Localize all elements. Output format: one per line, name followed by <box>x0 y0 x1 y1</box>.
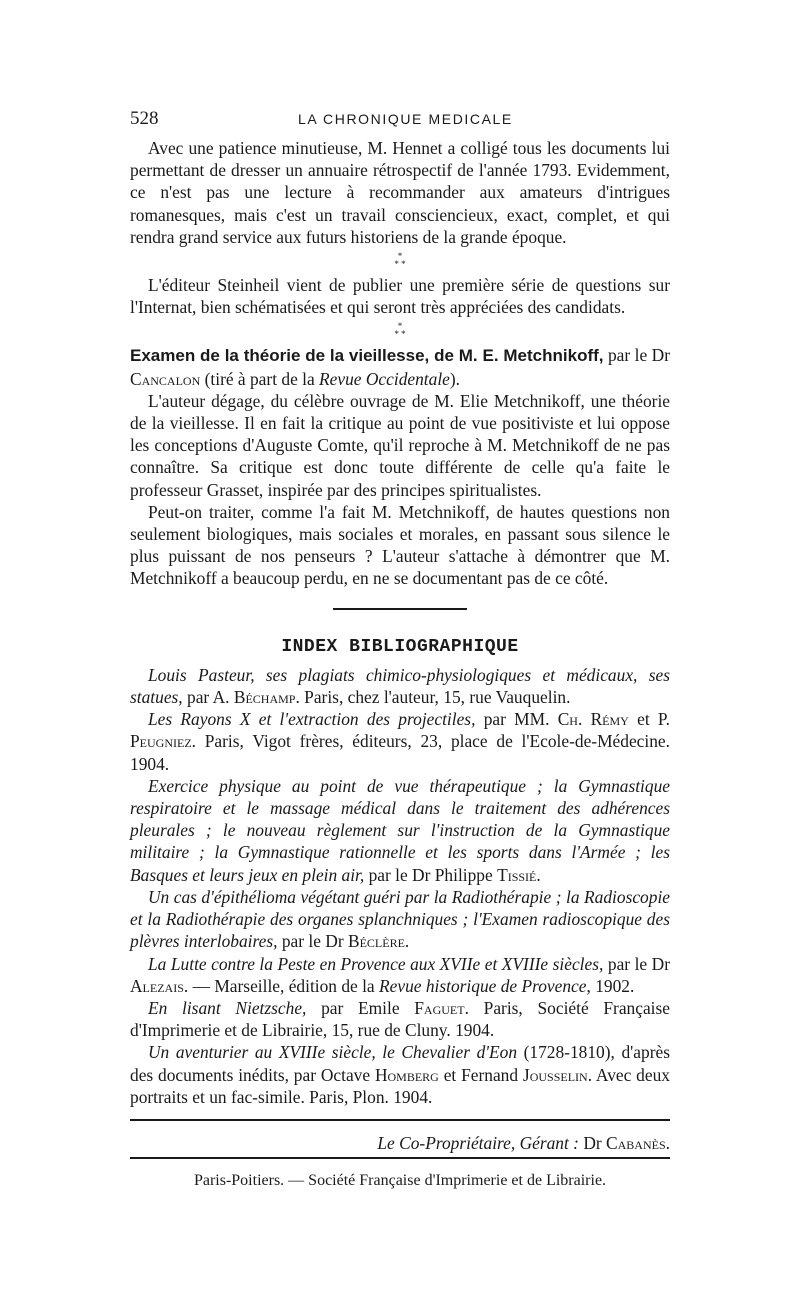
page-number: 528 <box>130 108 159 129</box>
footer-rule-2 <box>130 1157 670 1159</box>
paragraph-hennet: Avec une patience minutieuse, M. Hennet a colligé tous les documents lui permettant de dresser un annuaire rétrospectif de l'année 1793. Evidemment, ce n'est pas une lecture à recommander aux amateurs d'intrigues romanesques, mais c'est un travail consciencieux, exact, complet, et qui rendra grand service aux futurs historiens de la grande époque. <box>130 138 670 247</box>
review-by: par le Dr <box>603 345 670 366</box>
signature: Le Co-Propriétaire, Gérant : Dr Cabanès. <box>377 1132 670 1153</box>
index-entry: En lisant Nietzsche, par Emile Faguet. Paris, Société Française d'Imprimerie et de Librairie, 15, rue de Cluny. 1904. <box>130 997 671 1041</box>
index-entry: Un cas d'épithélioma végétant guéri par la Radiothérapie ; la Radioscopie et la Radiothérapie des organes splanchniques ; l'Examen radioscopique des plèvres interlobaires, par le Dr Béclère. <box>130 886 670 952</box>
review-title: Examen de la théorie de la vieillesse, de M. E. Metchnikoff, <box>130 346 604 366</box>
printer-imprint: Paris-Poitiers. — Société Française d'Imprimerie et de Librairie. <box>193 1172 607 1190</box>
review-paragraph-2: Peut-on traiter, comme l'a fait M. Metchnikoff, de hautes questions non seulement biologiques, mais sociales et morales, en passant sous silence le plus puissant de nos penseurs ? L'auteur s'attache à démontrer que M. Metchnikoff a beaucoup perdu, en ne se documentant pas de ce côté. <box>130 501 670 589</box>
index-entry: La Lutte contre la Peste en Provence aux XVIIe et XVIIIe siècles, par le Dr Alezais. — Marseille, édition de la Revue historique de Provence, 1902. <box>130 953 670 996</box>
review-close: ). <box>449 368 461 389</box>
journal-title: LA CHRONIQUE MEDICALE <box>298 111 513 127</box>
review-paragraph-1: L'auteur dégage, du célèbre ouvrage de M. Elie Metchnikoff, une théorie de la vieillesse. Il en fait la critique au point de vue positiviste et lui oppose les conceptions d'Auguste Comte, qu'il reproche à M. Metchnikoff de ne pas connaître. Sa critique est donc toute différente de celle qu'a faite le professeur Grasset, inspirée par des principes spiritualistes. <box>130 390 670 500</box>
index-entry: Exercice physique au point de vue thérapeutique ; la Gymnastique respiratoire et le massage médical dans le traitement des adhérences pleurales ; le nouveau règlement sur l'instruction de la Gymnastique militaire ; la Gymnastique rationnelle et les sports dans l'Armée ; les Basques et leurs jeux en plein air, par le Dr Philippe Tissié. <box>130 775 670 885</box>
separator-stars: * * <box>394 259 406 270</box>
section-rule <box>333 608 467 610</box>
review-tire: (tiré à part de la <box>200 368 320 389</box>
footer-rule <box>130 1119 670 1121</box>
index-entry: Les Rayons X et l'extraction des projectiles, par MM. Ch. Rémy et P. Peugniez. Paris, Vigot frères, éditeurs, 23, place de l'Ecole-de-Médecine. 1904. <box>130 709 671 774</box>
review-author: Cancalon <box>130 368 201 389</box>
content <box>130 137 670 1192</box>
section-separator-2 <box>130 322 670 338</box>
review-journal: Revue Occidentale <box>319 368 450 389</box>
index-title: INDEX BIBLIOGRAPHIQUE <box>281 636 519 657</box>
separator-star: * <box>397 251 403 262</box>
index-entry: Louis Pasteur, ses plagiats chimico-physiologiques et médicaux, ses statues, par A. Béchamp. Paris, chez l'auteur, 15, rue Vauquelin. <box>130 664 670 708</box>
review-heading <box>130 344 670 389</box>
paragraph-steinheil: L'éditeur Steinheil vient de publier une première série de questions sur l'Internat, bien schématisées et qui seront très appréciées des candidats. <box>130 275 670 318</box>
running-head <box>130 108 670 130</box>
index-entry: Un aventurier au XVIIIe siècle, le Chevalier d'Eon (1728-1810), d'après des documents inédits, par Octave Homberg et Fernand Jousselin. Avec deux portraits et un fac-simile. Paris, Plon. 1904. <box>130 1042 670 1107</box>
separator-star: * <box>397 321 403 332</box>
separator-stars: * * <box>394 329 406 340</box>
section-separator <box>130 252 670 268</box>
